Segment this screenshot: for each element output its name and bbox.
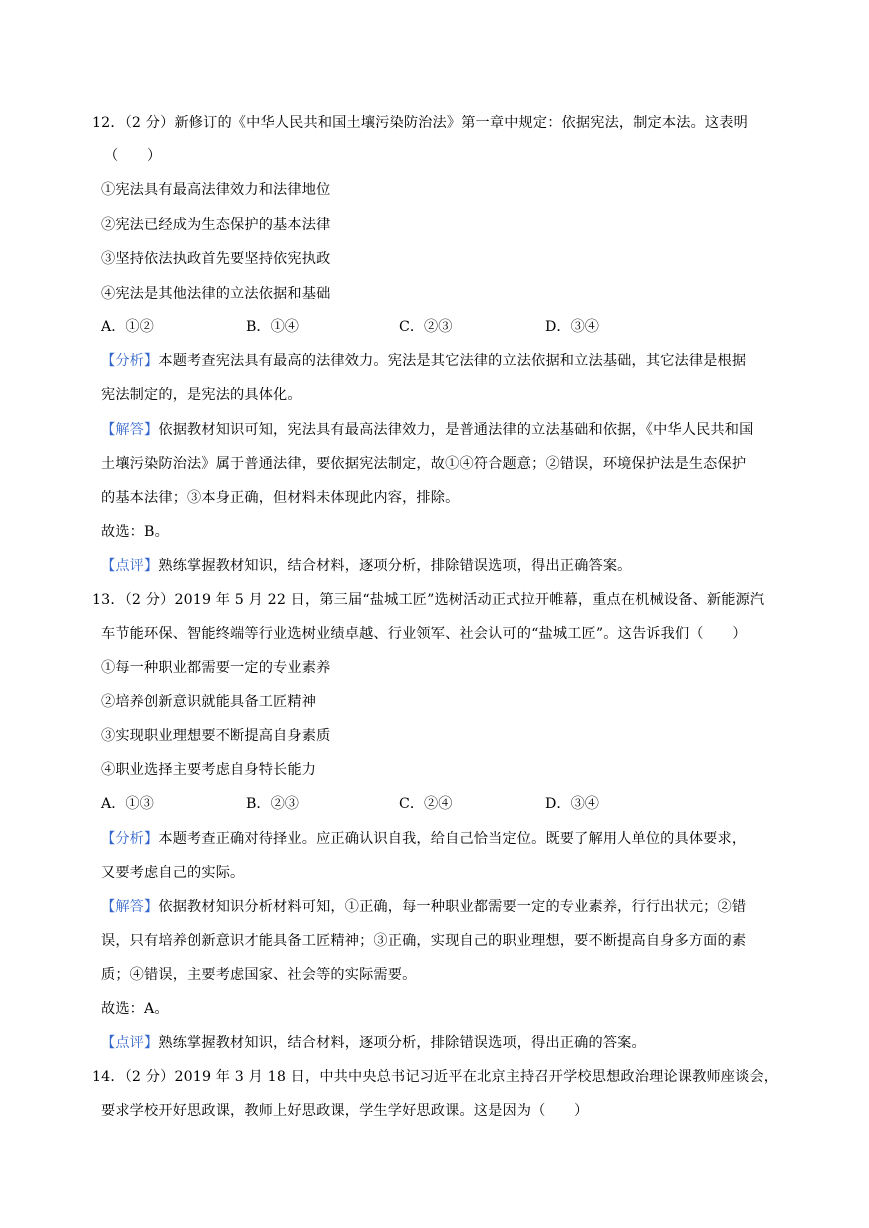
q13-comment bbox=[101, 1033, 646, 1053]
q12-stem-line1: 12．（2 分）新修订的《中华人民共和国土壤污染防治法》第一章中规定：依据宪法，制定本法。这表明 bbox=[92, 115, 748, 131]
q13-choice: 故选：A。 bbox=[101, 1001, 169, 1017]
answer-text: 依据教材知识分析材料可知，①正确，每一种职业都需要一定的专业素养，行行出状元；②错 bbox=[158, 899, 747, 915]
q14-stem-line2: 要求学校开好思政课，教师上好思政课，学生学好思政课。这是因为（ ） bbox=[101, 1103, 589, 1119]
q12-option-b: B．①④ bbox=[246, 319, 299, 335]
q13-item-1: ①每一种职业都需要一定的专业素养 bbox=[101, 660, 331, 676]
q12-item-2: ②宪法已经成为生态保护的基本法律 bbox=[101, 217, 331, 233]
q12-option-c: C．②③ bbox=[399, 319, 453, 335]
q13-stem-line2: 车节能环保、智能终端等行业选树业绩卓越、行业领军、社会认可的“盐城工匠”。这告诉我们（ ） bbox=[101, 626, 747, 642]
q13-item-3: ③实现职业理想要不断提高自身素质 bbox=[101, 728, 331, 744]
q13-answer-line2: 误，只有培养创新意识才能具备工匠精神；③正确，实现自己的职业理想，要不断提高自身多方面的素 bbox=[101, 933, 747, 949]
q12-analysis-line2: 宪法制定的，是宪法的具体化。 bbox=[101, 387, 302, 403]
comment-tag: 【点评】 bbox=[101, 1035, 159, 1051]
q13-option-c: C．②④ bbox=[399, 796, 453, 812]
q13-stem-line1: 13．（2 分）2019 年 5 月 22 日，第三届“盐城工匠”选树活动正式拉开帷幕，重点在机械设备、新能源汽 bbox=[92, 592, 765, 608]
q14-stem-line1: 14．（2 分）2019 年 3 月 18 日，中共中央总书记习近平在北京主持召开学校思想政治理论课教师座谈会， bbox=[92, 1069, 779, 1085]
q13-analysis-line1 bbox=[101, 829, 746, 849]
analysis-tag: 【分析】 bbox=[101, 831, 159, 847]
q13-item-2: ②培养创新意识就能具备工匠精神 bbox=[101, 694, 317, 710]
q13-option-a: A．①③ bbox=[101, 796, 154, 812]
q12-item-3: ③坚持依法执政首先要坚持依宪执政 bbox=[101, 251, 331, 267]
q12-choice: 故选：B。 bbox=[101, 524, 169, 540]
comment-text: 熟练掌握教材知识，结合材料，逐项分析，排除错误选项，得出正确的答案。 bbox=[158, 1035, 646, 1051]
answer-tag: 【解答】 bbox=[101, 422, 159, 438]
answer-text: 依据教材知识可知，宪法具有最高法律效力，是普通法律的立法基础和依据，《中华人民共和国 bbox=[158, 422, 754, 438]
analysis-text: 本题考查正确对待择业。应正确认识自我，给自己恰当定位。既要了解用人单位的具体要求， bbox=[158, 831, 747, 847]
answer-tag: 【解答】 bbox=[101, 899, 159, 915]
q12-answer-line2: 土壤污染防治法》属于普通法律，要依据宪法制定，故①④符合题意；②错误，环境保护法是生态保护 bbox=[101, 456, 747, 472]
q12-stem-line2: （ ） bbox=[104, 148, 162, 164]
q13-answer-line3: 质；④错误，主要考虑国家、社会等的实际需要。 bbox=[101, 967, 417, 983]
q13-item-4: ④职业选择主要考虑自身特长能力 bbox=[101, 762, 317, 778]
q12-analysis-line1 bbox=[101, 351, 746, 371]
q12-comment bbox=[101, 556, 632, 576]
q13-answer-line1 bbox=[101, 897, 746, 917]
analysis-tag: 【分析】 bbox=[101, 353, 159, 369]
q12-option-d: D．③④ bbox=[545, 319, 599, 335]
q12-option-a: A．①② bbox=[101, 319, 154, 335]
q12-answer-line1 bbox=[101, 420, 753, 440]
q13-option-d: D．③④ bbox=[545, 796, 599, 812]
q12-answer-line3: 的基本法律；③本身正确，但材料未体现此内容，排除。 bbox=[101, 490, 460, 506]
q12-item-4: ④宪法是其他法律的立法依据和基础 bbox=[101, 286, 331, 302]
comment-text: 熟练掌握教材知识，结合材料，逐项分析，排除错误选项，得出正确答案。 bbox=[158, 558, 632, 574]
analysis-text: 本题考查宪法具有最高的法律效力。宪法是其它法律的立法依据和立法基础，其它法律是根据 bbox=[158, 353, 747, 369]
q12-item-1: ①宪法具有最高法律效力和法律地位 bbox=[101, 182, 331, 198]
comment-tag: 【点评】 bbox=[101, 558, 159, 574]
q13-option-b: B．②③ bbox=[246, 796, 299, 812]
q13-analysis-line2: 又要考虑自己的实际。 bbox=[101, 865, 245, 881]
